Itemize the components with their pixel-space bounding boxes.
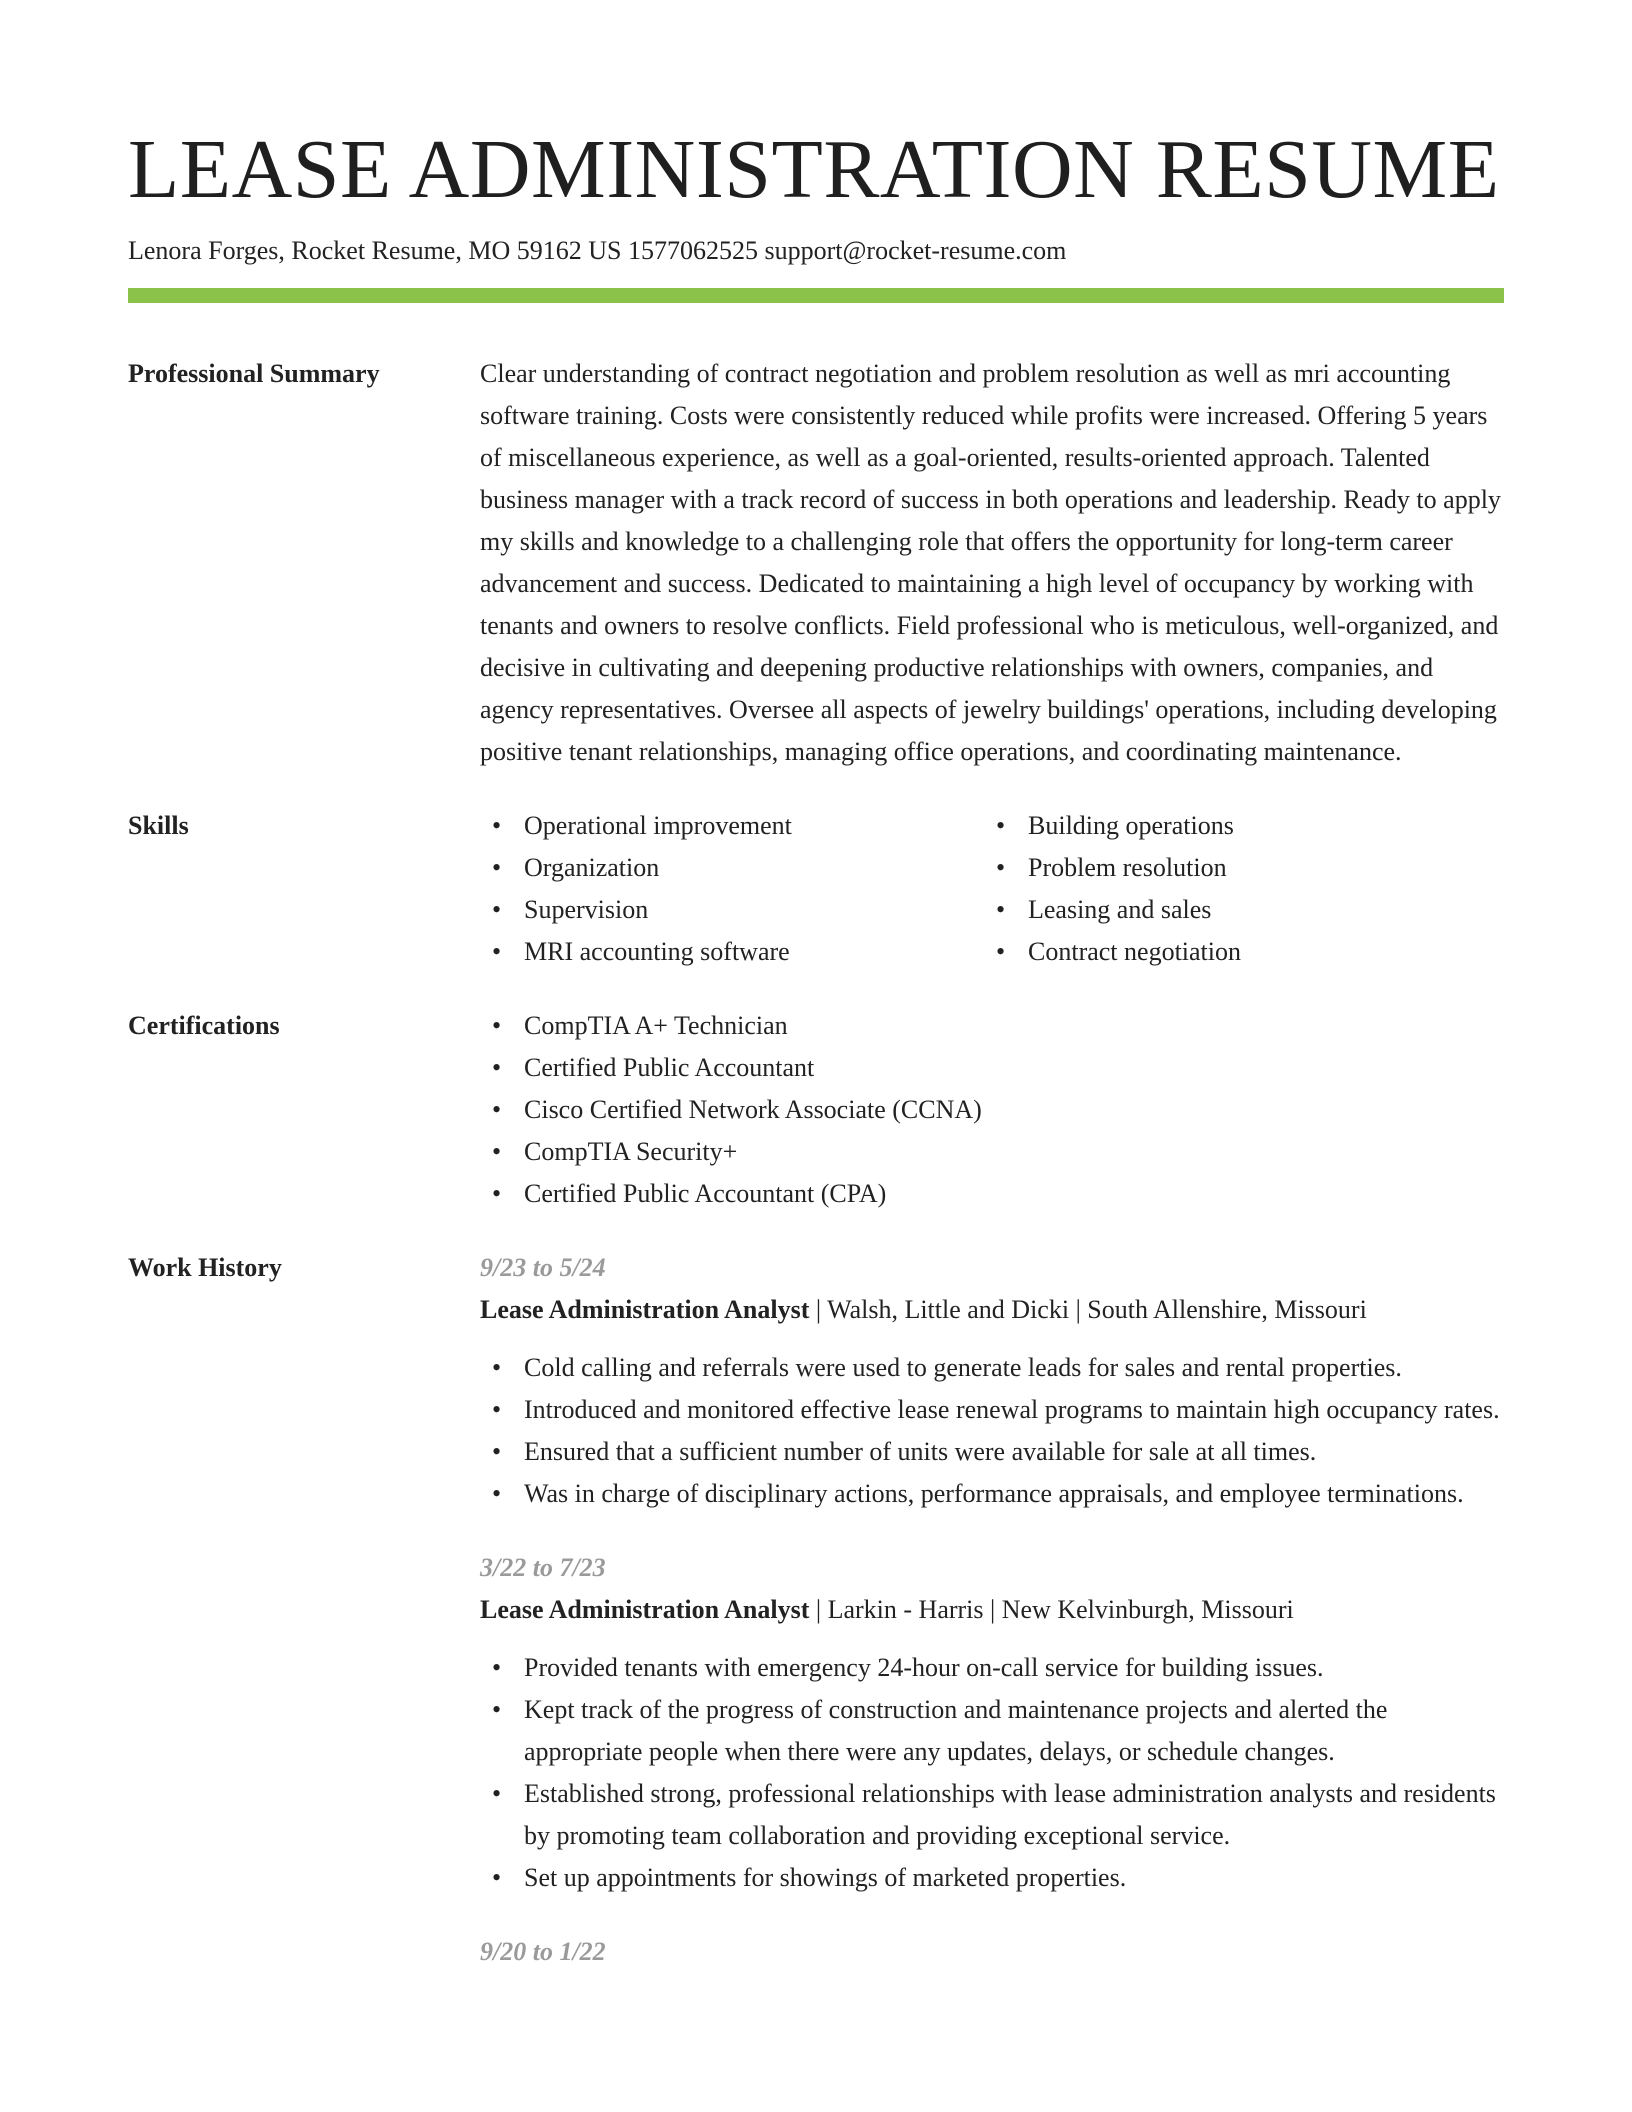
skills-section bbox=[128, 805, 1504, 973]
certification-item: • Certified Public Accountant bbox=[480, 1047, 1504, 1089]
skill-item: • Operational improvement bbox=[480, 805, 984, 847]
skill-item: • Contract negotiation bbox=[984, 931, 1488, 973]
certification-item: • Certified Public Accountant (CPA) bbox=[480, 1173, 1504, 1215]
work-history-body bbox=[480, 1247, 1504, 1973]
certifications-section bbox=[128, 1005, 1504, 1215]
job-bullet: • Set up appointments for showings of marketed properties. bbox=[480, 1857, 1504, 1899]
job-title: Lease Administration Analyst bbox=[480, 1595, 810, 1624]
certification-item: • CompTIA Security+ bbox=[480, 1131, 1504, 1173]
summary-heading: Professional Summary bbox=[128, 359, 380, 388]
work-history-section bbox=[128, 1247, 1504, 1973]
accent-divider bbox=[128, 288, 1504, 303]
job-dates: 9/20 to 1/22 bbox=[480, 1937, 606, 1966]
job-bullet: • Established strong, professional relationships with lease administration analysts and residents by promoting team collaboration and providing exceptional service. bbox=[480, 1773, 1504, 1857]
job-bullet: • Was in charge of disciplinary actions, performance appraisals, and employee terminations. bbox=[480, 1473, 1504, 1515]
job-bullet: • Ensured that a sufficient number of units were available for sale at all times. bbox=[480, 1431, 1504, 1473]
resume-title: LEASE ADMINISTRATION RESUME bbox=[128, 123, 1500, 216]
job-entry bbox=[480, 1247, 1504, 1515]
certification-item: • Cisco Certified Network Associate (CCNA) bbox=[480, 1089, 1504, 1131]
job-details: | Walsh, Little and Dicki | South Allenshire, Missouri bbox=[809, 1295, 1367, 1324]
skill-item: • Problem resolution bbox=[984, 847, 1488, 889]
certifications-list bbox=[480, 1005, 1504, 1215]
skill-item: • Leasing and sales bbox=[984, 889, 1488, 931]
certification-item: • CompTIA A+ Technician bbox=[480, 1005, 1504, 1047]
skills-list-right bbox=[984, 805, 1488, 973]
job-bullets bbox=[480, 1347, 1504, 1515]
skills-list-left bbox=[480, 805, 984, 973]
skill-item: • Building operations bbox=[984, 805, 1488, 847]
job-bullet: • Introduced and monitored effective lease renewal programs to maintain high occupancy rates. bbox=[480, 1389, 1504, 1431]
skill-item: • Supervision bbox=[480, 889, 984, 931]
resume-page bbox=[128, 0, 1504, 1973]
skills-heading: Skills bbox=[128, 811, 189, 840]
job-entry bbox=[480, 1547, 1504, 1899]
contact-line: Lenora Forges, Rocket Resume, MO 59162 US 1577062525 support@rocket-resume.com bbox=[128, 236, 1067, 265]
skill-item: • MRI accounting software bbox=[480, 931, 984, 973]
job-bullets bbox=[480, 1647, 1504, 1899]
job-title: Lease Administration Analyst bbox=[480, 1295, 810, 1324]
job-header bbox=[480, 1589, 1504, 1631]
skills-grid bbox=[480, 805, 1504, 973]
job-entry bbox=[480, 1931, 1504, 1973]
certifications-heading: Certifications bbox=[128, 1011, 280, 1040]
certifications-body bbox=[480, 1005, 1504, 1215]
job-dates: 9/23 to 5/24 bbox=[480, 1253, 606, 1282]
job-header bbox=[480, 1289, 1504, 1331]
work-history-heading: Work History bbox=[128, 1253, 282, 1282]
job-dates: 3/22 to 7/23 bbox=[480, 1553, 606, 1582]
skill-item: • Organization bbox=[480, 847, 984, 889]
summary-text: Clear understanding of contract negotiation and problem resolution as well as mri accounting software training. Costs were consistently reduced while profits were increased. Offering 5 years of miscellaneous experience, as well as a goal-oriented, results-oriented approach. Talented business manager with a track record of success in both operations and leadership. Ready to apply my skills and knowledge to a challenging role that offers the opportunity for long-term career advancement and success. Dedicated to maintaining a high level of occupancy by working with tenants and owners to resolve conflicts. Field professional who is meticulous, well-organized, and decisive in cultivating and deepening productive relationships with owners, companies, and agency representatives. Oversee all aspects of jewelry buildings' operations, including developing positive tenant relationships, managing office operations, and coordinating maintenance. bbox=[480, 359, 1501, 766]
job-bullet: • Cold calling and referrals were used to generate leads for sales and rental properties. bbox=[480, 1347, 1504, 1389]
job-bullet: • Kept track of the progress of construction and maintenance projects and alerted the appropriate people when there were any updates, delays, or schedule changes. bbox=[480, 1689, 1504, 1773]
summary-section bbox=[128, 353, 1504, 773]
job-bullet: • Provided tenants with emergency 24-hour on-call service for building issues. bbox=[480, 1647, 1504, 1689]
job-details: | Larkin - Harris | New Kelvinburgh, Missouri bbox=[809, 1595, 1294, 1624]
